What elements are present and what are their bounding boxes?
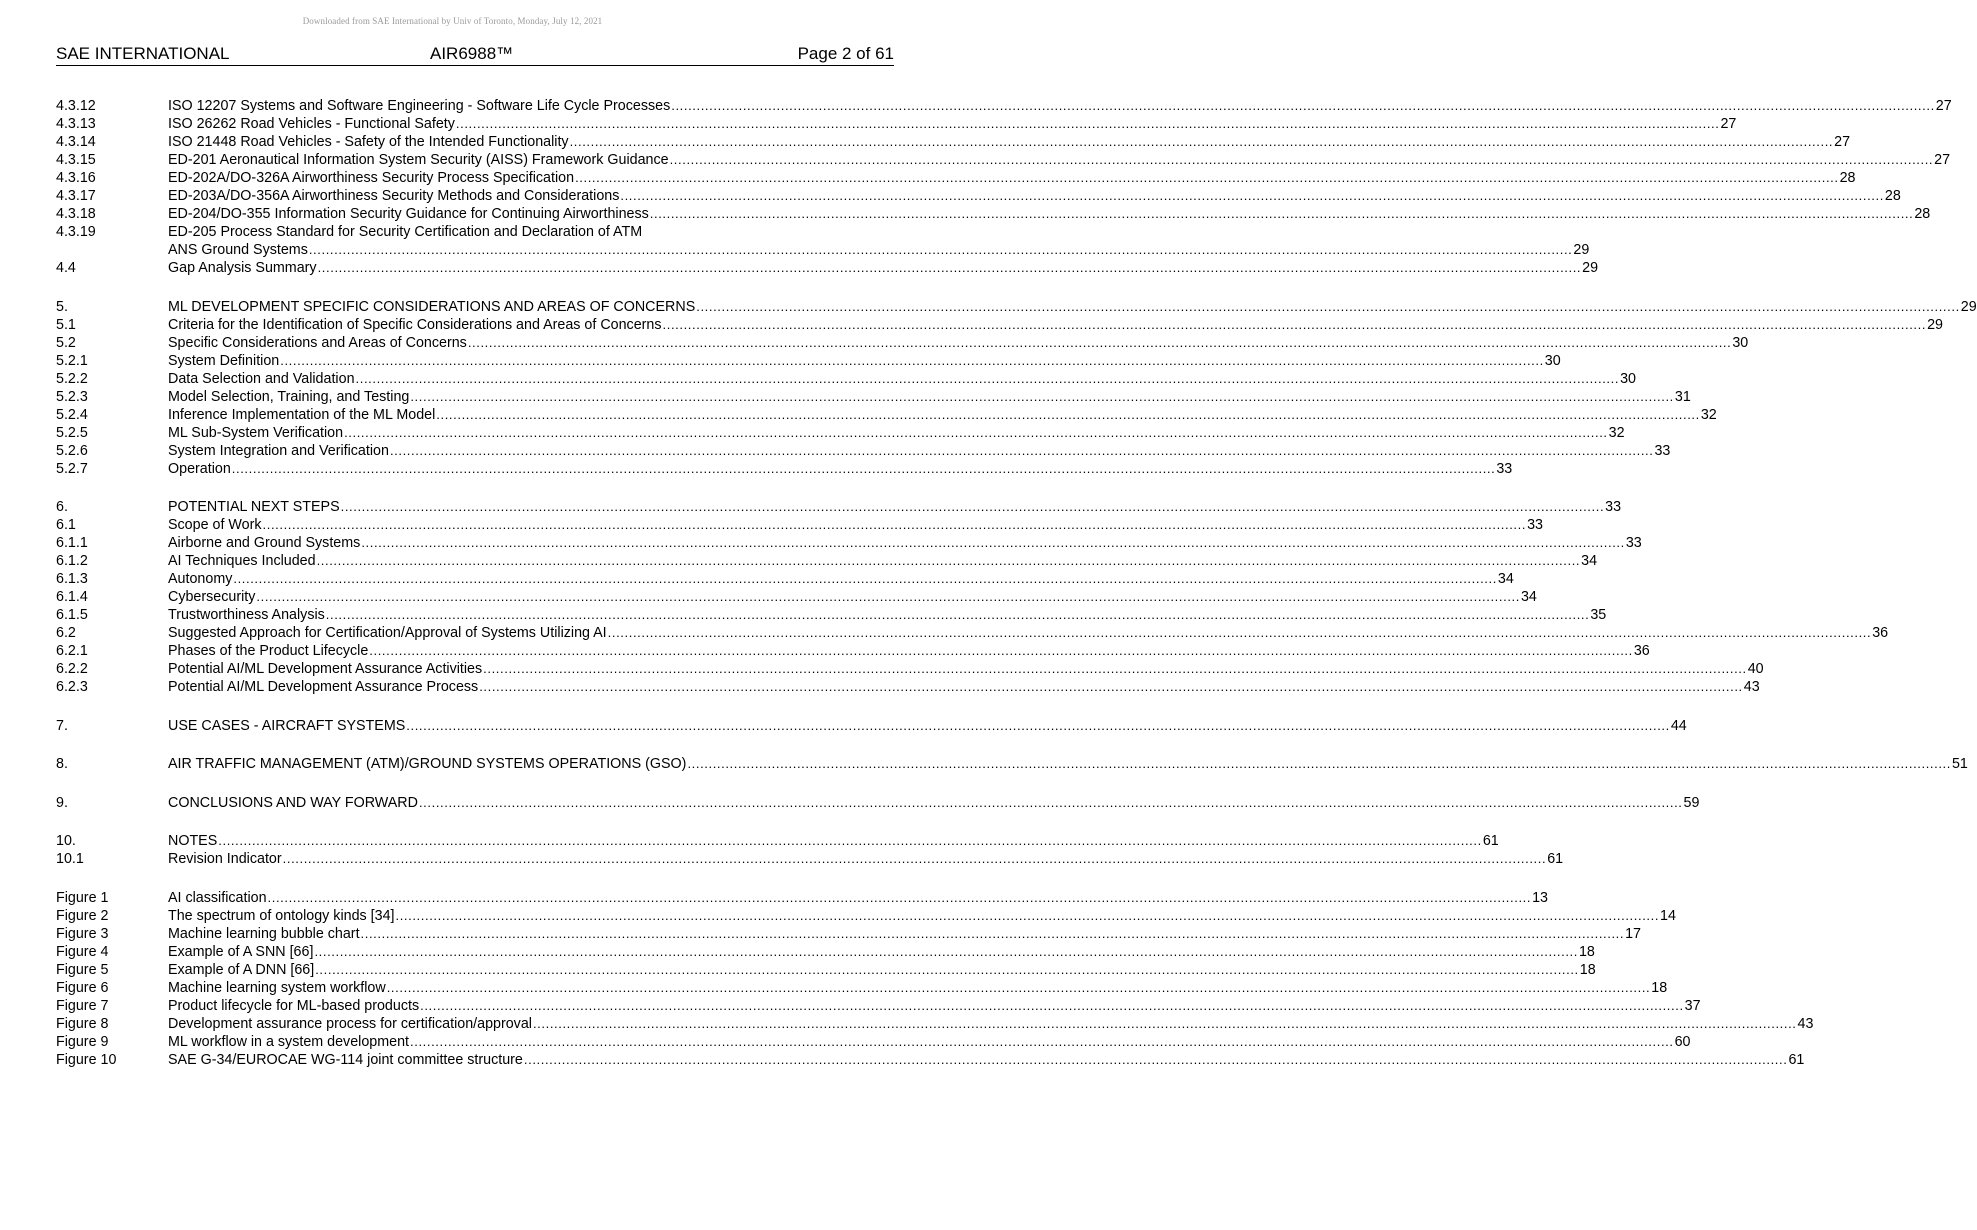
toc-entry[interactable] [56, 460, 1513, 478]
toc-entry-line [168, 534, 1642, 552]
toc-entry-line [168, 850, 1564, 868]
toc-entry-title: Criteria for the Identification of Specific Considerations and Areas of Concerns [168, 316, 662, 333]
toc-entry[interactable] [56, 187, 1901, 205]
toc-entry-page: 29 [1960, 298, 1977, 315]
toc-entry-title: POTENTIAL NEXT STEPS [168, 499, 340, 515]
toc-entry-page: 61 [1547, 851, 1564, 867]
toc-entry-number: 8. [56, 756, 68, 772]
toc-entry-line [168, 223, 894, 241]
toc-entry-number: 6.1.3 [56, 571, 88, 587]
toc-entry-title: Example of A SNN [66] [168, 943, 314, 960]
toc-entry-page: 33 [1496, 460, 1513, 477]
toc-entry[interactable] [56, 442, 1671, 460]
toc-entry-page: 27 [1720, 116, 1737, 132]
toc-entry-line [168, 979, 1668, 997]
toc-entry-page: 37 [1684, 997, 1701, 1014]
toc-entry-number: 5.2.1 [56, 352, 88, 369]
toc-dot-leader: ............................................................................................................................................................................................................................................................................................................ [360, 925, 1625, 941]
toc-entry-title: ANS Ground Systems [168, 242, 308, 258]
toc-entry-number: 5.2.4 [56, 406, 88, 423]
toc-entry[interactable] [56, 552, 1598, 570]
toc-dot-leader: ............................................................................................................................................................................................................................................................................................................ [671, 98, 1935, 113]
toc-entry-title: ISO 26262 Road Vehicles - Functional Safety [168, 116, 455, 132]
header-page-number: Page 2 of 61 [797, 44, 894, 63]
toc-dot-leader: ............................................................................................................................................................................................................................................................................................................ [662, 316, 1927, 332]
toc-dot-leader: ............................................................................................................................................................................................................................................................................................................ [218, 833, 1482, 848]
toc-entry-title: Airborne and Ground Systems [168, 535, 361, 551]
toc-entry-title: ED-202A/DO-326A Airworthiness Security Process Specification [168, 170, 575, 186]
toc-dot-leader: ............................................................................................................................................................................................................................................................................................................ [455, 116, 1720, 131]
toc-entry[interactable] [56, 979, 1668, 997]
toc-entry-title: Trustworthiness Analysis [168, 607, 325, 623]
toc-dot-leader: ............................................................................................................................................................................................................................................................................................................ [418, 794, 1683, 810]
toc-dot-leader: ............................................................................................................................................................................................................................................................................................................ [317, 260, 1582, 275]
toc-entry-title: Scope of Work [168, 517, 262, 533]
toc-entry-title: Data Selection and Validation [168, 370, 355, 387]
toc-dot-leader: ............................................................................................................................................................................................................................................................................................................ [308, 242, 1573, 257]
toc-entry-page: 29 [1927, 316, 1943, 333]
toc-entry-line [168, 889, 1548, 907]
toc-entry-page: 27 [1935, 98, 1952, 114]
toc-entry-line [168, 169, 1856, 187]
toc-dot-leader: ............................................................................................................................................................................................................................................................................................................ [267, 889, 1532, 905]
toc-entry-page: 36 [1633, 643, 1650, 659]
toc-entry-number: 6.2.3 [56, 679, 88, 695]
toc-entry-page: 29 [1573, 242, 1590, 258]
toc-dot-leader: ............................................................................................................................................................................................................................................................................................................ [406, 717, 1670, 733]
toc-entry-line [168, 552, 1598, 570]
toc-entry-page: 27 [1934, 152, 1951, 168]
toc-entry-title: ED-203A/DO-356A Airworthiness Security Methods and Considerations [168, 188, 620, 204]
toc-entry-number: 4.3.18 [56, 206, 96, 222]
toc-entry-line [168, 133, 1851, 151]
toc-entry-line [168, 298, 1977, 316]
toc-entry-page: 18 [1578, 943, 1595, 960]
toc-dot-leader: ............................................................................................................................................................................................................................................................................................................ [696, 298, 1960, 314]
toc-entry-title: NOTES [168, 833, 218, 849]
toc-dot-leader: ............................................................................................................................................................................................................................................................................................................ [569, 134, 1834, 149]
header-document-id: AIR6988™ [430, 44, 514, 63]
toc-entry[interactable] [56, 370, 1636, 388]
toc-entry-title: Operation [168, 460, 231, 477]
toc-dot-leader: ............................................................................................................................................................................................................................................................................................................ [282, 851, 1547, 866]
toc-entry-title: ML workflow in a system development [168, 1033, 410, 1050]
toc-entry[interactable] [56, 516, 1543, 534]
toc-entry-title: SAE G-34/EUROCAE WG-114 joint committee structure [168, 1051, 523, 1068]
toc-entry-line [168, 334, 1749, 352]
toc-entry-line [168, 943, 1595, 961]
toc-entry-line [168, 642, 1650, 660]
toc-entry-number: Figure 4 [56, 943, 109, 960]
toc-entry-number: 10.1 [56, 851, 84, 867]
toc-entry[interactable] [56, 794, 1700, 812]
toc-entry-line [168, 516, 1543, 534]
toc-entry-line [168, 460, 1513, 478]
toc-entry-title: Specific Considerations and Areas of Concerns [168, 334, 467, 351]
toc-entry-line [168, 442, 1671, 460]
toc-entry[interactable] [56, 298, 1977, 316]
toc-entry-page: 33 [1654, 442, 1671, 459]
toc-entry-title: AIR TRAFFIC MANAGEMENT (ATM)/GROUND SYSTEMS OPERATIONS (GSO) [168, 756, 687, 772]
header-publisher: SAE INTERNATIONAL [56, 44, 230, 63]
toc-entry-page: 34 [1497, 571, 1514, 587]
toc-entry-title: Product lifecycle for ML-based products [168, 997, 420, 1014]
toc-entry-title: Autonomy [168, 571, 233, 587]
toc-entry-title: System Definition [168, 352, 280, 369]
toc-entry-title: Gap Analysis Summary [168, 260, 317, 276]
toc-entry-page: 32 [1700, 406, 1717, 423]
toc-entry[interactable] [56, 570, 1514, 588]
toc-entry-page: 61 [1482, 833, 1499, 849]
toc-entry-number: Figure 10 [56, 1051, 117, 1068]
toc-entry-title: ED-201 Aeronautical Information System Security (AISS) Framework Guidance [168, 152, 669, 168]
toc-entry-page: 35 [1590, 607, 1607, 623]
toc-entry[interactable] [56, 241, 1590, 259]
toc-entry-page: 28 [1884, 188, 1901, 204]
toc-entry-line [168, 606, 1607, 624]
toc-entry[interactable] [56, 97, 1952, 115]
toc-entry-page: 13 [1532, 889, 1548, 906]
toc-entry-line [168, 755, 1968, 773]
toc-entry-page: 44 [1670, 717, 1687, 734]
toc-dot-leader: ............................................................................................................................................................................................................................................................................................................ [410, 388, 1674, 404]
toc-dot-leader: ............................................................................................................................................................................................................................................................................................................ [280, 352, 1544, 368]
toc-entry-number: Figure 7 [56, 997, 109, 1014]
toc-entry[interactable] [56, 624, 1889, 642]
toc-entry-line [168, 241, 1590, 259]
toc-entry-number: Figure 5 [56, 961, 109, 978]
toc-entry[interactable] [56, 498, 1622, 516]
toc-entry-line [168, 660, 1764, 678]
toc-entry-title: Inference Implementation of the ML Model [168, 406, 436, 423]
toc-entry[interactable] [56, 961, 1596, 979]
toc-entry-title: Model Selection, Training, and Testing [168, 388, 410, 405]
toc-entry-title: Development assurance process for certification/approval [168, 1015, 532, 1032]
toc-entry-title: Cybersecurity [168, 589, 256, 605]
toc-entry-line [168, 794, 1700, 812]
toc-entry[interactable] [56, 943, 1595, 961]
toc-entry-number: 6.1.1 [56, 535, 88, 551]
toc-entry-line [168, 424, 1625, 442]
toc-dot-leader: ............................................................................................................................................................................................................................................................................................................ [256, 589, 1520, 604]
toc-entry-title: ML DEVELOPMENT SPECIFIC CONSIDERATIONS AND AREAS OF CONCERNS [168, 298, 696, 315]
toc-entry-number: Figure 1 [56, 889, 109, 906]
toc-dot-leader: ............................................................................................................................................................................................................................................................................................................ [344, 424, 1608, 440]
toc-entry[interactable] [56, 642, 1650, 660]
toc-entry[interactable] [56, 406, 1717, 424]
toc-entry-title: AI Techniques Included [168, 553, 316, 569]
toc-entry-page: 40 [1747, 661, 1764, 677]
toc-entry-number: 6. [56, 499, 68, 515]
toc-dot-leader: ............................................................................................................................................................................................................................................................................................................ [315, 961, 1579, 977]
toc-dot-leader: ............................................................................................................................................................................................................................................................................................................ [523, 1051, 1788, 1067]
toc-entry[interactable] [56, 588, 1537, 606]
toc-entry-line [168, 1015, 1814, 1033]
toc-entry[interactable] [56, 717, 1687, 735]
toc-entry-number: 4.4 [56, 260, 76, 276]
toc-entry-number: 6.1 [56, 517, 76, 533]
toc-entry-page: 29 [1582, 260, 1599, 276]
toc-entry-number: Figure 2 [56, 907, 109, 924]
toc-dot-leader: ............................................................................................................................................................................................................................................................................................................ [575, 170, 1839, 185]
toc-entry-title: ISO 21448 Road Vehicles - Safety of the Intended Functionality [168, 134, 569, 150]
toc-dot-leader: ............................................................................................................................................................................................................................................................................................................ [467, 334, 1732, 350]
toc-entry-line [168, 115, 1737, 133]
toc-entry-line [168, 588, 1537, 606]
toc-entry-line [168, 925, 1641, 943]
toc-dot-leader: ............................................................................................................................................................................................................................................................................................................ [262, 517, 1527, 532]
toc-dot-leader: ............................................................................................................................................................................................................................................................................................................ [395, 907, 1660, 923]
toc-entry[interactable] [56, 889, 1548, 907]
toc-entry-title: Machine learning system workflow [168, 979, 386, 996]
toc-dot-leader: ............................................................................................................................................................................................................................................................................................................ [325, 607, 1590, 622]
toc-entry[interactable] [56, 205, 1931, 223]
toc-entry[interactable] [56, 660, 1764, 678]
toc-entry-page: 61 [1788, 1051, 1805, 1068]
toc-entry-page: 43 [1797, 1015, 1814, 1032]
toc-entry-number: 5.2.6 [56, 442, 88, 459]
toc-dot-leader: ............................................................................................................................................................................................................................................................................................................ [316, 553, 1581, 568]
toc-entry[interactable] [56, 1015, 1814, 1033]
toc-entry-line [168, 259, 1599, 277]
toc-entry-number: Figure 6 [56, 979, 109, 996]
toc-entry[interactable] [56, 832, 1499, 850]
toc-entry[interactable] [56, 907, 1676, 925]
toc-entry-page: 33 [1605, 499, 1622, 515]
toc-entry[interactable] [56, 133, 1851, 151]
toc-dot-leader: ............................................................................................................................................................................................................................................................................................................ [361, 535, 1625, 550]
toc-entry-number: 4.3.12 [56, 98, 96, 114]
toc-entry-title: Revision Indicator [168, 851, 282, 867]
toc-dot-leader: ............................................................................................................................................................................................................................................................................................................ [532, 1015, 1797, 1031]
toc-entry-line [168, 907, 1676, 925]
toc-entry-line [168, 406, 1717, 424]
toc-dot-leader: ............................................................................................................................................................................................................................................................................................................ [369, 643, 1633, 658]
toc-entry-title: Suggested Approach for Certification/Approval of Systems Utilizing AI [168, 625, 607, 641]
toc-entry-page: 18 [1651, 979, 1668, 996]
toc-entry-page: 30 [1620, 370, 1636, 387]
toc-entry[interactable] [56, 388, 1691, 406]
toc-dot-leader: ............................................................................................................................................................................................................................................................................................................ [420, 997, 1684, 1013]
toc-entry-line [168, 151, 1951, 169]
toc-entry-title: Example of A DNN [66] [168, 961, 315, 978]
toc-entry-number: 5.2.7 [56, 460, 88, 477]
toc-entry-page: 14 [1660, 907, 1676, 924]
toc-entry[interactable] [56, 352, 1561, 370]
toc-entry-number: 6.1.5 [56, 607, 88, 623]
toc-entry-number: 6.2 [56, 625, 76, 641]
toc-entry[interactable] [56, 424, 1625, 442]
toc-dot-leader: ............................................................................................................................................................................................................................................................................................................ [231, 460, 1496, 476]
toc-entry-line [168, 97, 1952, 115]
toc-entry-line [168, 678, 1760, 696]
toc-entry-title: Machine learning bubble chart [168, 925, 360, 942]
toc-entry-page: 51 [1951, 756, 1968, 772]
toc-entry-page: 34 [1581, 553, 1598, 569]
toc-dot-leader: ............................................................................................................................................................................................................................................................................................................ [649, 206, 1914, 221]
toc-entry[interactable] [56, 925, 1641, 943]
toc-entry-page: 18 [1579, 961, 1596, 978]
toc-entry-title: ML Sub-System Verification [168, 424, 344, 441]
toc-entry-number: Figure 8 [56, 1015, 109, 1032]
toc-dot-leader: ............................................................................................................................................................................................................................................................................................................ [314, 943, 1578, 959]
toc-entry-page: 36 [1872, 625, 1889, 641]
download-watermark: Downloaded from SAE International by Univ of Toronto, Monday, July 12, 2021 [302, 16, 603, 26]
toc-entry[interactable] [56, 1051, 1805, 1069]
toc-dot-leader: ............................................................................................................................................................................................................................................................................................................ [479, 679, 1743, 694]
toc-entry-page: 17 [1625, 925, 1641, 942]
toc-entry-title: Potential AI/ML Development Assurance Activities [168, 661, 483, 677]
toc-entry-number: 6.1.2 [56, 553, 88, 569]
toc-entry-line [168, 570, 1514, 588]
toc-entry-number: 7. [56, 717, 68, 734]
toc-entry-title: ED-204/DO-355 Information Security Guidance for Continuing Airworthiness [168, 206, 649, 222]
toc-entry-line [168, 1051, 1805, 1069]
toc-dot-leader: ............................................................................................................................................................................................................................................................................................................ [436, 406, 1700, 422]
toc-entry[interactable] [56, 334, 1749, 352]
toc-dot-leader: ............................................................................................................................................................................................................................................................................................................ [355, 370, 1620, 386]
toc-entry-line [168, 370, 1636, 388]
toc-entry-title: Phases of the Product Lifecycle [168, 643, 369, 659]
toc-entry-title: Potential AI/ML Development Assurance Process [168, 679, 479, 695]
toc-entry-number: 5.1 [56, 316, 76, 333]
toc-entry-line [168, 205, 1931, 223]
toc-entry[interactable] [56, 223, 894, 241]
toc-entry-page: 30 [1732, 334, 1749, 351]
toc-entry-title: The spectrum of ontology kinds [34] [168, 907, 395, 924]
toc-entry[interactable] [56, 755, 1968, 773]
toc-entry-number: 9. [56, 794, 68, 811]
toc-entry[interactable] [56, 997, 1701, 1015]
toc-entry-line [168, 187, 1901, 205]
toc-entry-title: AI classification [168, 889, 267, 906]
toc-entry-page: 27 [1834, 134, 1851, 150]
toc-entry-page: 60 [1674, 1033, 1691, 1050]
toc-entry-number: 5.2.3 [56, 388, 88, 405]
toc-entry-line [168, 832, 1499, 850]
toc-entry-number: 4.3.15 [56, 152, 96, 168]
table-of-contents [56, 97, 1977, 1069]
toc-entry-line [168, 624, 1889, 642]
toc-dot-leader: ............................................................................................................................................................................................................................................................................................................ [607, 625, 1872, 640]
toc-entry-page: 59 [1683, 794, 1700, 811]
toc-dot-leader: ............................................................................................................................................................................................................................................................................................................ [233, 571, 1497, 586]
toc-entry-number: 4.3.19 [56, 224, 96, 240]
toc-dot-leader: ............................................................................................................................................................................................................................................................................................................ [687, 756, 1951, 771]
toc-entry-number: 5.2 [56, 334, 76, 351]
toc-entry-page: 31 [1674, 388, 1691, 405]
toc-entry-line [168, 1033, 1691, 1051]
toc-entry[interactable] [56, 534, 1642, 552]
toc-dot-leader: ............................................................................................................................................................................................................................................................................................................ [669, 152, 1934, 167]
toc-entry-page: 33 [1625, 535, 1642, 551]
toc-entry[interactable] [56, 606, 1607, 624]
toc-dot-leader: ............................................................................................................................................................................................................................................................................................................ [483, 661, 1747, 676]
toc-entry-number: Figure 3 [56, 925, 109, 942]
toc-entry[interactable] [56, 1033, 1691, 1051]
toc-entry-number: 6.2.2 [56, 661, 88, 677]
toc-entry-number: 6.1.4 [56, 589, 88, 605]
toc-entry-title: CONCLUSIONS AND WAY FORWARD [168, 794, 418, 811]
toc-entry-title: ED-205 Process Standard for Security Certification and Declaration of ATM [168, 224, 643, 240]
toc-entry-line [168, 997, 1701, 1015]
toc-entry-page: 32 [1608, 424, 1625, 441]
toc-entry-line [168, 352, 1561, 370]
toc-entry-page: 30 [1544, 352, 1561, 369]
toc-entry-line [168, 961, 1596, 979]
toc-entry-line [168, 498, 1622, 516]
toc-dot-leader: ............................................................................................................................................................................................................................................................................................................ [340, 499, 1605, 514]
page-header [56, 43, 894, 66]
toc-entry-number: 5.2.5 [56, 424, 88, 441]
toc-entry-page: 34 [1520, 589, 1537, 605]
toc-entry[interactable] [56, 169, 1856, 187]
toc-entry[interactable] [56, 678, 1760, 696]
toc-entry-title: ISO 12207 Systems and Software Engineering - Software Life Cycle Processes [168, 98, 671, 114]
toc-entry-line [168, 717, 1687, 735]
toc-entry-number: 4.3.16 [56, 170, 96, 186]
toc-entry-number: 4.3.14 [56, 134, 96, 150]
toc-entry-number: 5. [56, 298, 68, 315]
toc-dot-leader: ............................................................................................................................................................................................................................................................................................................ [620, 188, 1884, 203]
toc-entry-line [168, 388, 1691, 406]
toc-entry-line [168, 316, 1943, 334]
toc-entry-title: System Integration and Verification [168, 442, 389, 459]
toc-dot-leader: ............................................................................................................................................................................................................................................................................................................ [389, 442, 1654, 458]
toc-entry-title: USE CASES - AIRCRAFT SYSTEMS [168, 717, 406, 734]
toc-entry-page: 28 [1839, 170, 1856, 186]
toc-entry[interactable] [56, 115, 1737, 133]
toc-entry[interactable] [56, 316, 1943, 334]
toc-entry-number: 4.3.13 [56, 116, 96, 132]
toc-entry[interactable] [56, 259, 1599, 277]
toc-entry-page: 43 [1743, 679, 1760, 695]
toc-entry-number: 10. [56, 833, 76, 849]
toc-entry-page: 28 [1914, 206, 1931, 222]
toc-entry-number: Figure 9 [56, 1033, 109, 1050]
toc-entry-number: 6.2.1 [56, 643, 88, 659]
toc-dot-leader: ............................................................................................................................................................................................................................................................................................................ [410, 1033, 1674, 1049]
toc-entry-page: 33 [1527, 517, 1543, 533]
toc-entry[interactable] [56, 850, 1564, 868]
toc-entry-number: 4.3.17 [56, 188, 96, 204]
toc-entry-number: 5.2.2 [56, 370, 88, 387]
toc-dot-leader: ............................................................................................................................................................................................................................................................................................................ [386, 979, 1651, 995]
toc-entry[interactable] [56, 151, 1951, 169]
